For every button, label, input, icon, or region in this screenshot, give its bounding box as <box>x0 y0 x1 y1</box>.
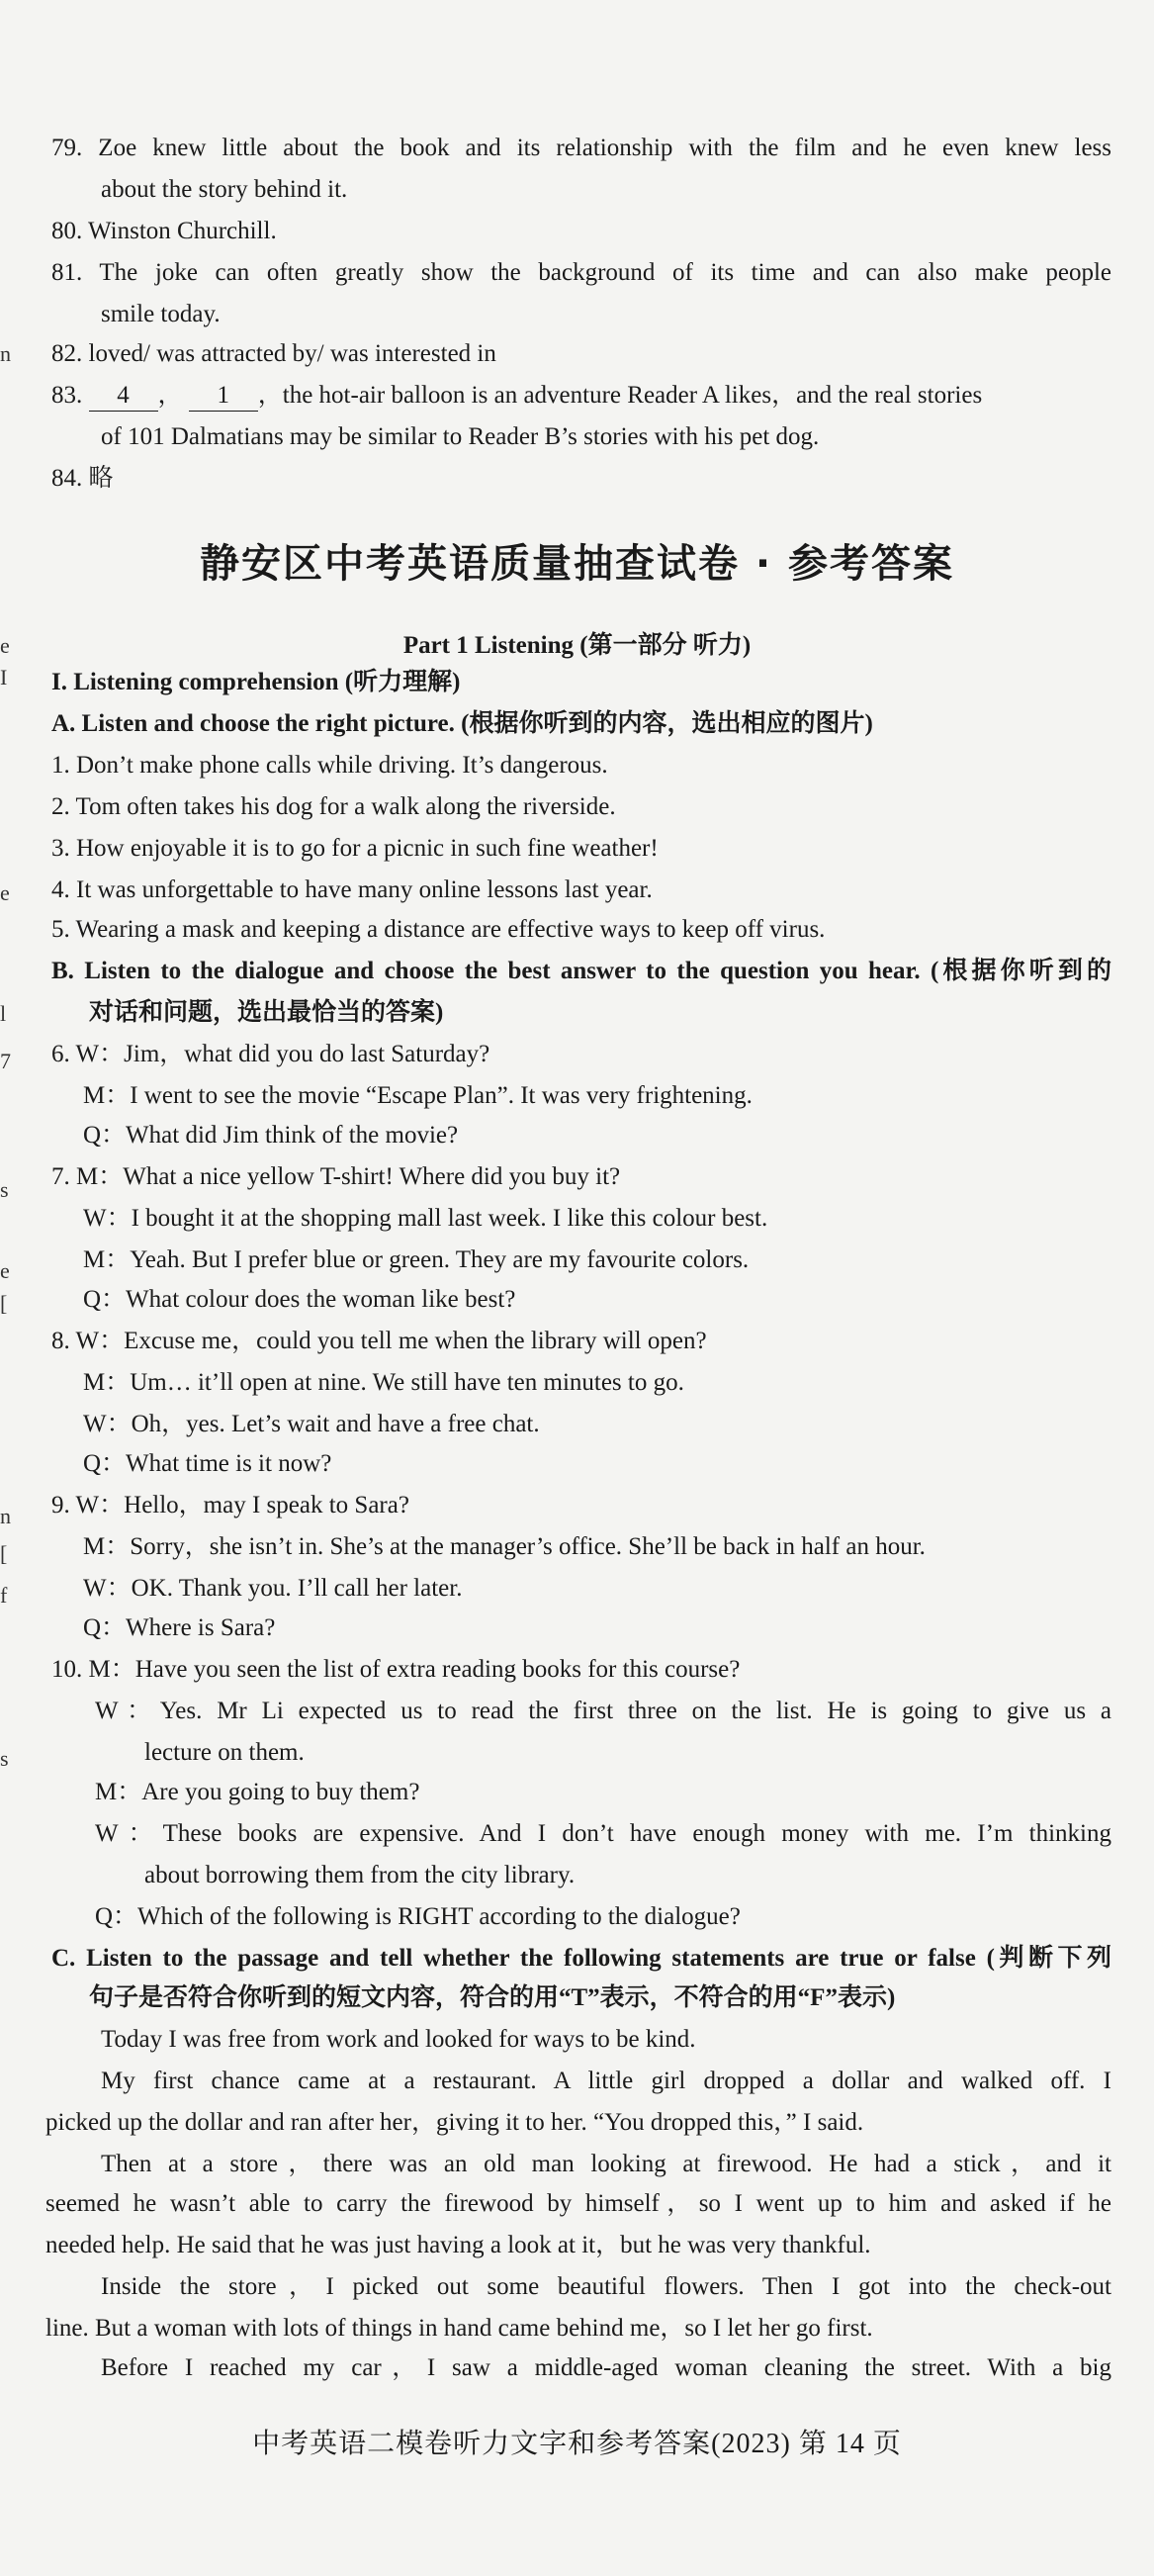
answer-82: 82. loved/ was attracted by/ was interested in <box>51 340 496 367</box>
dialogue-10-w2-cont: about borrowing them from the city library. <box>144 1862 576 1888</box>
answer-83-blank-1: 4 <box>89 381 158 412</box>
section-B-heading-line2: 对话和问题，选出最恰当的答案) <box>89 999 444 1026</box>
dialogue-9-m: M：Sorry，she isn’t in. She’s at the manager’s office. She’ll be back in half an hour. <box>83 1533 926 1560</box>
dialogue-8-q: Q：What time is it now? <box>83 1450 332 1477</box>
section-C-heading-line1: C. Listen to the passage and tell whether the following statements are true or false (判断下列 <box>51 1945 1111 1972</box>
dialogue-7-q: Q：What colour does the woman like best? <box>83 1286 516 1313</box>
dialogue-9-w2: W：OK. Thank you. I’ll call her later. <box>83 1575 463 1602</box>
answer-81-line1: 81. The joke can often greatly show the background of its time and can also make people <box>51 259 1111 286</box>
page-title: 静安区中考英语质量抽查试卷 · 参考答案 <box>199 541 955 587</box>
A-item-2: 2. Tom often takes his dog for a walk along the riverside. <box>51 793 616 820</box>
edge-mark: s <box>0 1746 9 1771</box>
section-A-heading: A. Listen and choose the right picture. (根据你听到的内容，选出相应的图片) <box>51 710 873 737</box>
part-1-heading: Part 1 Listening (第一部分 听力) <box>402 632 752 659</box>
answer-83-number: 83. <box>51 382 83 409</box>
passage-line-9: Before I reached my car，I saw a middle-aged woman cleaning the street. With a big <box>101 2354 1111 2381</box>
dialogue-10-m: 10. M：Have you seen the list of extra reading books for this course? <box>51 1656 741 1683</box>
edge-mark: n <box>0 1504 11 1528</box>
section-C-heading-line2: 句子是否符合你听到的短文内容，符合的用“T”表示，不符合的用“F”表示) <box>89 1984 896 2011</box>
passage-line-2: My first chance came at a restaurant. A little girl dropped a dollar and walked off. I <box>101 2068 1111 2094</box>
dialogue-8-m: M：Um… it’ll open at nine. We still have ten minutes to go. <box>83 1369 684 1396</box>
page-footer: 中考英语二模卷听力文字和参考答案(2023) 第 14 页 <box>252 2429 902 2459</box>
section-B-heading-line1: B. Listen to the dialogue and choose the best answer to the question you hear. (根据你听到的 <box>51 958 1111 984</box>
answer-83-blank-2: 1 <box>189 381 258 412</box>
dialogue-8-w: 8. W：Excuse me，could you tell me when the library will open? <box>51 1328 707 1354</box>
edge-mark: l <box>0 1001 7 1026</box>
dialogue-10-w-cont: lecture on them. <box>144 1739 305 1766</box>
answer-83-separator: ， <box>157 382 183 409</box>
edge-mark: n <box>0 341 11 366</box>
passage-line-5: seemed he wasn’t able to carry the firewood by himself，so I went up to him and asked if he <box>45 2190 1111 2217</box>
dialogue-7-m: 7. M：What a nice yellow T-shirt! Where did you buy it? <box>51 1163 621 1190</box>
edge-mark: e <box>0 633 10 658</box>
A-item-3: 3. How enjoyable it is to go for a picnic in such fine weather! <box>51 835 659 862</box>
A-item-1: 1. Don’t make phone calls while driving. It’s dangerous. <box>51 752 608 779</box>
answer-83-line2: of 101 Dalmatians may be similar to Reader B’s stories with his pet dog. <box>101 423 820 450</box>
answer-81-line2: smile today. <box>101 301 221 327</box>
answer-79-line2: about the story behind it. <box>101 176 348 203</box>
edge-mark: I <box>0 665 8 690</box>
answer-84: 84. 略 <box>51 465 114 492</box>
dialogue-10-q: Q：Which of the following is RIGHT according to the dialogue? <box>95 1903 741 1930</box>
passage-line-7: Inside the store，I picked out some beautiful flowers. Then I got into the check-out <box>101 2273 1111 2300</box>
dialogue-6-m: M：I went to see the movie “Escape Plan”. It was very frightening. <box>83 1082 753 1109</box>
answer-79-line1: 79. Zoe knew little about the book and its relationship with the film and he even knew less <box>51 135 1111 161</box>
passage-line-6: needed help. He said that he was just having a look at it，but he was very thankful. <box>45 2232 871 2258</box>
A-item-4: 4. It was unforgettable to have many online lessons last year. <box>51 876 653 903</box>
A-item-5: 5. Wearing a mask and keeping a distance are effective ways to keep off virus. <box>51 916 826 943</box>
dialogue-10-w: W：Yes. Mr Li expected us to read the first three on the list. He is going to give us a <box>95 1698 1111 1724</box>
dialogue-10-m2: M：Are you going to buy them? <box>95 1779 420 1805</box>
answer-83-rest: ，the hot-air balloon is an adventure Reader A likes，and the real stories <box>257 382 983 409</box>
answer-83-line1 <box>51 378 982 414</box>
dialogue-9-w: 9. W：Hello，may I speak to Sara? <box>51 1492 409 1518</box>
dialogue-6-w: 6. W：Jim，what did you do last Saturday? <box>51 1041 490 1067</box>
edge-mark: s <box>0 1177 9 1202</box>
dialogue-7-w: W：I bought it at the shopping mall last week. I like this colour best. <box>83 1205 768 1232</box>
edge-mark: e <box>0 880 10 905</box>
passage-line-4: Then at a store，there was an old man looking at firewood. He had a stick，and it <box>101 2151 1111 2177</box>
answer-80: 80. Winston Churchill. <box>51 218 277 244</box>
dialogue-10-w2: W：These books are expensive. And I don’t have enough money with me. I’m thinking <box>95 1820 1111 1847</box>
dialogue-8-w2: W：Oh，yes. Let’s wait and have a free chat. <box>83 1411 540 1437</box>
edge-mark: [ <box>0 1541 8 1566</box>
dialogue-6-q: Q：What did Jim think of the movie? <box>83 1122 459 1149</box>
passage-line-1: Today I was free from work and looked for ways to be kind. <box>101 2026 696 2053</box>
edge-mark: [ <box>0 1291 8 1316</box>
section-I-heading: I. Listening comprehension (听力理解) <box>51 669 461 695</box>
edge-mark: 7 <box>0 1049 11 1073</box>
dialogue-7-m2: M：Yeah. But I prefer blue or green. They are my favourite colors. <box>83 1246 750 1273</box>
passage-line-8: line. But a woman with lots of things in hand came behind me，so I let her go first. <box>45 2315 873 2342</box>
edge-mark: e <box>0 1258 10 1283</box>
passage-line-3: picked up the dollar and ran after her，giving it to her. “You dropped this，” I said. <box>45 2109 864 2136</box>
dialogue-9-q: Q：Where is Sara? <box>83 1614 276 1641</box>
edge-mark: f <box>0 1583 8 1608</box>
